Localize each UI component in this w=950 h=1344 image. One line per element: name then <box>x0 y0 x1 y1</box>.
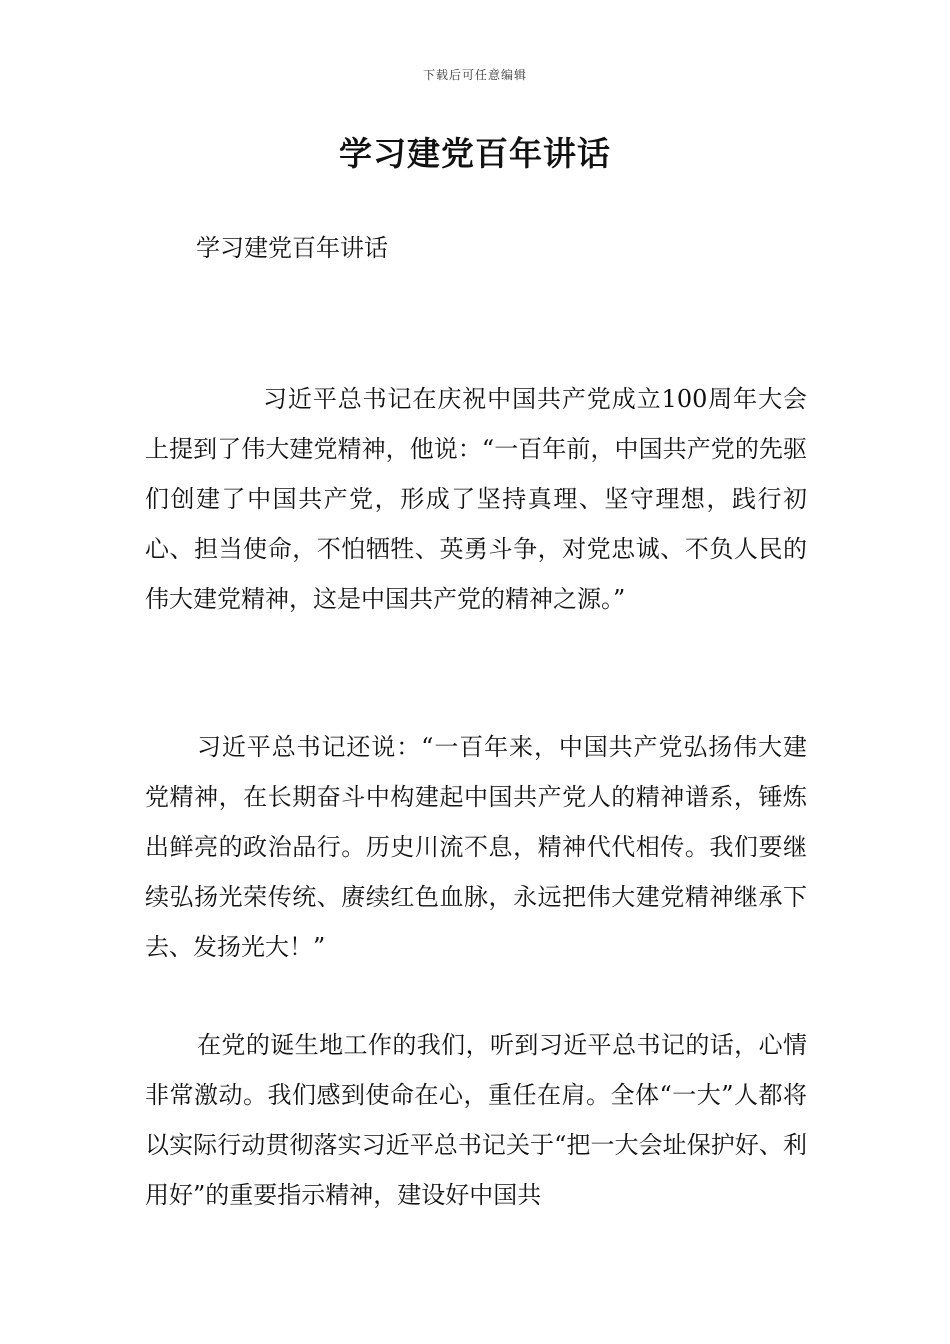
body-paragraph: 在党的诞生地工作的我们，听到习近平总书记的话，心情非常激动。我们感到使命在心，重任在肩。全体“一大”人都将以实际行动贯彻落实习近平总书记关于“把一大会址保护好、利用好”的重要指示精神，建设好中国共 <box>145 1031 807 1209</box>
body-paragraph: 习近平总书记在庆祝中国共产党成立100周年大会上提到了伟大建党精神，他说：“一百年前，中国共产党的先驱们创建了中国共产党，形成了坚持真理、坚守理想，践行初心、担当使命，不怕牺牲、英勇斗争，对党忠诚、不负人民的伟大建党精神，这是中国共产党的精神之源。” <box>145 385 807 613</box>
body-paragraph: 习近平总书记还说：“一百年来，中国共产党弘扬伟大建党精神，在长期奋斗中构建起中国共产党人的精神谱系，锤炼出鲜亮的政治品行。历史川流不息，精神代代相传。我们要继续弘扬光荣传统、赓续红色血脉，永远把伟大建党精神继承下去、发扬光大！” <box>145 733 807 961</box>
document-title: 学习建党百年讲话 <box>339 134 611 173</box>
header-note: 下载后可任意编辑 <box>422 68 527 82</box>
document-subtitle: 学习建党百年讲话 <box>196 234 388 262</box>
